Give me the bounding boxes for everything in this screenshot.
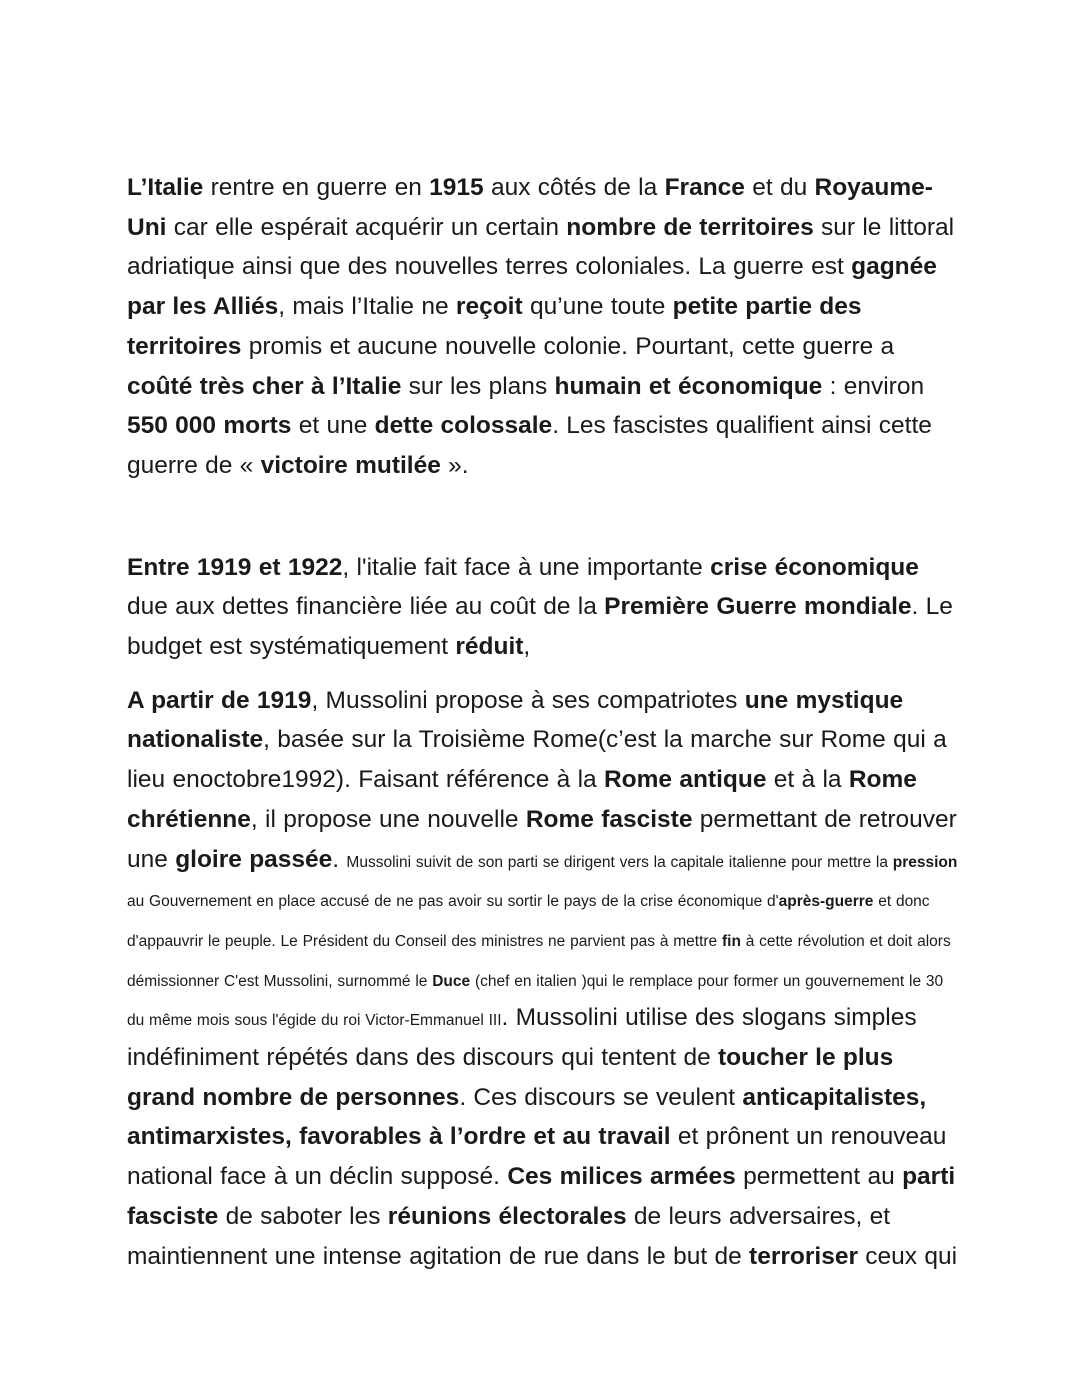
bold-text-run: reçoit — [455, 293, 523, 321]
bold-text-run: Première Guerre mondiale — [604, 593, 912, 621]
text-run: . Ces discours se veulent — [459, 1083, 743, 1111]
text-run: permettant de retrouver une — [127, 805, 957, 873]
text-run: due aux dettes financière liée au coût de la — [127, 593, 605, 621]
bold-text-run: France — [664, 174, 745, 201]
bold-text-run: toucher le plus grand nombre de personnes — [127, 1044, 894, 1111]
text-run: ». — [440, 451, 469, 479]
text-run: au Gouvernement en place accusé de ne pas avoir su sortir le pays de la crise économique d' — [127, 893, 779, 911]
text-run: et donc d'appauvrir le peuple. Le Président du Conseil des ministres ne parvient pas à mettre — [127, 893, 930, 950]
text-run: , basée sur la Troisième Rome(c’est la marche sur Rome qui a lieu enoctobre1992). Faisant référence à la — [127, 726, 947, 794]
bold-text-run: L’Italie — [127, 174, 204, 201]
text-run: , mais l’Italie ne — [278, 293, 456, 321]
bold-text-run: victoire mutilée — [260, 451, 441, 479]
bold-text-run: fin — [721, 932, 741, 950]
text-run: rentre en guerre en — [203, 174, 430, 201]
text-run: , l'italie fait face à une importante — [342, 553, 711, 581]
bold-text-run: 550 000 morts — [127, 412, 292, 440]
bold-text-run: anticapitalistes, antimarxistes, favorables à l’ordre et au travail — [127, 1083, 927, 1151]
bold-text-run: parti fasciste — [127, 1163, 956, 1230]
bold-text-run: coûté très cher à l’Italie — [127, 372, 402, 400]
text-run: ceux qui — [858, 1242, 958, 1270]
bold-text-run: une mystique nationaliste — [127, 686, 904, 754]
text-run: sur les plans — [401, 372, 555, 400]
bold-text-run: A partir de 1919 — [127, 686, 312, 714]
bold-text-run: Entre 1919 et 1922 — [127, 553, 343, 581]
text-run: Mussolini suivit de son parti se dirigent vers la capitale italienne pour mettre la — [346, 853, 893, 871]
text-run: de saboter les — [218, 1202, 388, 1230]
text-run: III — [488, 1012, 502, 1030]
text-run: car elle espérait acquérir un certain — [166, 213, 567, 241]
text-run: , — [523, 633, 531, 661]
text-run: , il propose une nouvelle — [250, 805, 526, 833]
document-page — [127, 168, 963, 1276]
paragraph-mussolini — [127, 681, 963, 1277]
bold-text-run: nombre de territoires — [566, 213, 814, 241]
bold-text-run: dette colossale — [374, 412, 553, 440]
bold-text-run: petite partie des territoires — [127, 293, 862, 360]
bold-text-run: gloire passée — [175, 845, 333, 873]
bold-text-run: Royaume-Uni — [127, 174, 933, 241]
text-run: promis et aucune nouvelle colonie. Pourtant, cette guerre a — [241, 332, 895, 360]
bold-text-run: terroriser — [749, 1242, 858, 1270]
text-run: et une — [291, 412, 375, 440]
bold-text-run: Rome fasciste — [525, 805, 693, 833]
text-run: et prônent un renouveau national face à un déclin supposé. — [127, 1123, 947, 1191]
text-run: . Les fascistes qualifient ainsi cette guerre de « — [127, 412, 932, 479]
bold-text-run: réduit — [455, 633, 524, 661]
paragraph-italie-guerre — [127, 168, 963, 486]
bold-text-run: après-guerre — [778, 893, 874, 911]
text-run: de leurs adversaires, et maintiennent une intense agitation de rue dans le but de — [127, 1202, 891, 1270]
bold-text-run: Ces milices armées — [507, 1163, 736, 1191]
bold-text-run: pression — [892, 853, 958, 871]
bold-text-run: Rome antique — [603, 766, 767, 794]
text-run: et du — [744, 174, 815, 201]
bold-text-run: gagnée par les Alliés — [127, 253, 937, 321]
text-run: et à la — [766, 766, 849, 794]
bold-text-run: 1915 — [429, 174, 484, 201]
bold-text-run: Duce — [432, 972, 471, 990]
text-run: (chef en italien )qui le remplace pour former un gouvernement le 30 du même mois sous l'égide du roi Victor-Emmanuel — [127, 972, 944, 1030]
bold-text-run: Rome chrétienne — [127, 766, 917, 833]
bold-text-run: humain et économique — [554, 372, 823, 400]
text-run: : environ — [822, 372, 925, 400]
text-run: à cette révolution et doit alors démissionner C'est Mussolini, surnommé le — [127, 932, 951, 990]
bold-text-run: crise économique — [710, 553, 919, 581]
text-run: aux côtés de la — [483, 174, 665, 201]
text-run: permettent au — [735, 1163, 903, 1191]
text-run: . — [332, 845, 347, 873]
bold-text-run: réunions électorales — [387, 1202, 627, 1230]
text-run: qu’une toute — [522, 293, 673, 321]
text-run: sur le littoral adriatique ainsi que des nouvelles terres coloniales. La guerre est — [127, 213, 955, 281]
text-run: , Mussolini propose à ses compatriotes — [311, 686, 745, 714]
paragraph-crise-economique — [127, 548, 963, 667]
text-run: . Le budget est systématiquement — [127, 593, 953, 661]
text-run: . Mussolini utilise des slogans simples indéfiniment répétés dans des discours qui tentent de — [127, 1004, 917, 1072]
